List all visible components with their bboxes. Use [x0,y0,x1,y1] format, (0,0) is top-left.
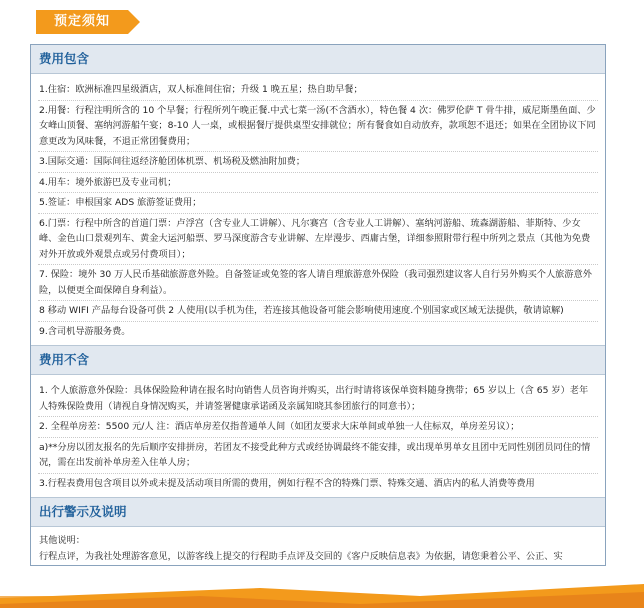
list-item: 6.门票：行程中所含的首道门票：卢浮宫（含专业人工讲解）、凡尔赛宫（含专业人工讲解）、塞纳河游船、琉森湖游船、菲斯特、少女峰、金色山口景观列车、黄金大运河船票、罗马深度游含专业讲解、左岸漫步、西庸古堡，详细参照附带行程中所列之景点（其他为免费对外开放或外观景点或另付费项目）； [38,214,598,266]
section-title-excluded: 费用不含 [31,345,605,375]
list-item: 1.住宿：欧洲标准四星级酒店，双人标准间住宿；升级 1 晚五星；热自助早餐； [38,80,598,101]
booking-notice-tab-wrap [36,10,128,34]
list-item: 2.用餐：行程注明所含的 10 个早餐；行程所列午晚正餐.中式七菜一汤(不含酒水），特色餐 4 次：佛罗伦萨 T 骨牛排，威尼斯墨鱼面、少女峰山顶餐、塞纳河游船午宴；8-10 人一桌，或根据餐厅提供桌型安排就位；所有餐食如自动放弃，款项恕不退还；如果在全团协议下同意更改为风味餐，不退正常团餐费用； [38,101,598,153]
list-item: 9.含司机导游服务费。 [39,325,131,337]
list-item: 2. 全程单房差：5500 元/人 注：酒店单房差仅指普通单人间（如团友要求大床单间或单独一人住标双，单房差另议）； [38,417,598,438]
list-item: 4.用车：境外旅游巴及专业司机； [38,173,598,194]
section-body-excluded [31,375,605,497]
bottom-decor-shape [0,574,644,608]
section-body-notes [31,527,605,569]
list-item: 1. 个人旅游意外保险：具体保险险种请在报名时向销售人员咨询并购买，出行时请将该保单资料随身携带；65 岁以上（含 65 岁）老年人特殊保险费用（请视自身情况购买，并请签署健康承诺函及亲属知晓其参团旅行的同意书）； [38,381,598,417]
list-item: 8 移动 WIFI 产品每台设备可供 2 人使用(以手机为佳，若连接其他设备可能会影响使用速度.个别国家或区域无法提供，敬请谅解) [38,301,598,322]
list-item: 3.行程表费用包含项目以外或未提及活动项目所需的费用，例如行程不含的特殊门票、特殊交通、酒店内的私人消费等费用 [39,477,535,489]
list-item: a)**分房以团友报名的先后顺序安排拼房，若团友不接受此种方式或经协调最终不能安排，或出现单男单女且团中无同性别团员同住的情况，需在出发前补单房差入住单人房； [38,438,598,474]
list-item: 7. 保险：境外 30 万人民币基础旅游意外险。自备签证或免签的客人请自理旅游意外保险（我司强烈建议客人自行另外购买个人旅游意外险，以便更全面保障自身利益）。 [38,265,598,301]
section-title-notes: 出行警示及说明 [31,497,605,527]
info-panel [30,44,606,566]
bottom-decor-bar [0,574,644,608]
notes-line: 其他说明： [39,535,85,546]
list-item: 5.签证：申根国家 ADS 旅游签证费用； [38,193,598,214]
section-body-included [31,74,605,345]
booking-notice-tab[interactable]: 预定须知 [36,10,128,34]
list-item: 3.国际交通：国际间往返经济舱团体机票、机场税及燃油附加费； [38,152,598,173]
notes-line: 行程点评，为我社处理游客意见，以游客线上提交的行程助手点评及交回的《客户反映信息表》为依据，请您秉着公平、公正、实 [39,551,563,562]
section-title-included: 费用包含 [31,45,605,74]
